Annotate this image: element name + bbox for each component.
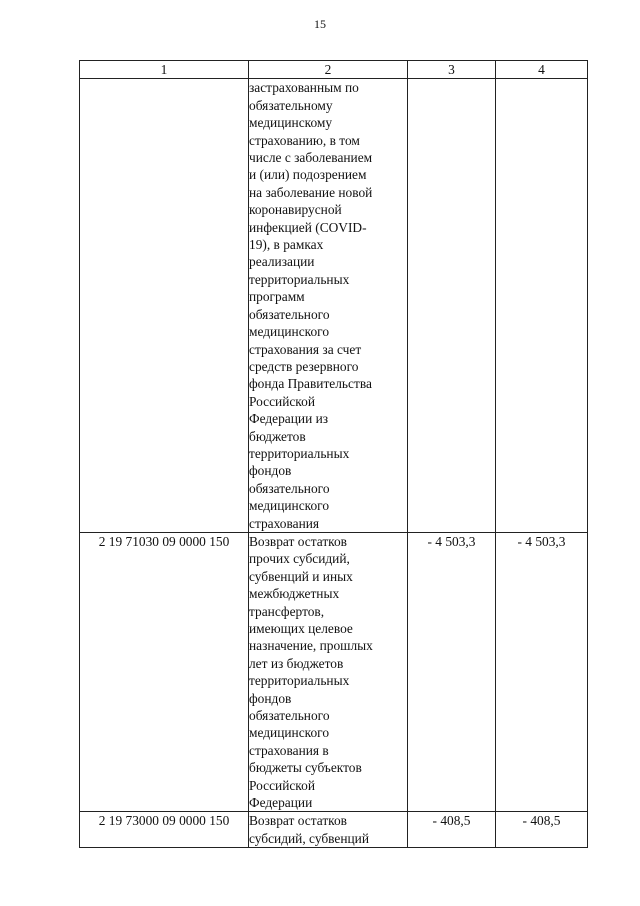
budget-table	[79, 60, 588, 848]
description-line: Федерации	[249, 795, 313, 811]
description-line: прочих субсидий,	[249, 551, 350, 567]
description-line: субвенций и иных	[249, 568, 353, 584]
description-line: застрахованным по	[249, 80, 359, 96]
header-col-2: 2	[249, 61, 408, 79]
table-row	[80, 812, 588, 848]
description-line: территориальных	[249, 271, 350, 287]
description-line: Российской	[249, 393, 315, 409]
description-line: территориальных	[249, 445, 350, 461]
description-line: субсидий, субвенций	[249, 830, 369, 846]
table-row	[80, 532, 588, 812]
description-line: межбюджетных	[249, 586, 340, 602]
description-line: числе с заболеванием	[249, 150, 373, 166]
description-line: и (или) подозрением	[249, 167, 367, 183]
amount-col4-cell: - 408,5	[496, 812, 588, 848]
description-line: инфекцией (COVID-	[249, 219, 367, 235]
description-line: фондов	[249, 463, 292, 479]
description-line: территориальных	[249, 673, 350, 689]
amount-col3-cell: - 4 503,3	[408, 532, 496, 812]
page-number: 15	[314, 17, 326, 31]
description-cell	[249, 812, 408, 848]
description-line: 19), в рамках	[249, 237, 324, 253]
description-line: Российской	[249, 777, 315, 793]
description-line: страхования за счет	[249, 341, 362, 357]
header-col-4: 4	[496, 61, 588, 79]
description-line: медицинского	[249, 324, 330, 340]
table-header-row	[80, 61, 588, 79]
description-line: Федерации из	[249, 411, 329, 427]
description-line: имеющих целевое	[249, 621, 353, 636]
description-cell	[249, 532, 408, 812]
table-row	[80, 79, 588, 533]
description-cell	[249, 79, 408, 533]
amount-col3-cell	[408, 79, 496, 533]
description-line: Возврат остатков	[249, 533, 348, 549]
amount-col3-cell: - 408,5	[408, 812, 496, 848]
description-line: фонда Правительства	[249, 376, 372, 392]
description-line: страхования в	[249, 742, 329, 758]
description-line: бюджетов	[249, 428, 306, 444]
header-col-3: 3	[408, 61, 496, 79]
description-line: фондов	[249, 690, 292, 706]
budget-code-cell	[80, 79, 249, 533]
description-line: бюджеты субъектов	[249, 760, 362, 776]
description-line: реализации	[249, 254, 315, 270]
amount-col4-cell: - 4 503,3	[496, 532, 588, 812]
description-line: на заболевание новой	[249, 184, 373, 200]
description-line: Возврат остатков	[249, 813, 348, 829]
description-line: обязательного	[249, 480, 330, 496]
description-line: обязательного	[249, 708, 330, 724]
description-line: обязательному	[249, 97, 333, 113]
description-line: медицинскому	[249, 115, 333, 131]
description-line: медицинского	[249, 725, 330, 741]
description-line: обязательного	[249, 306, 330, 322]
description-line: страхования	[249, 515, 320, 531]
description-line: трансфертов,	[249, 603, 325, 619]
description-line: средств резервного	[249, 358, 359, 374]
description-line: медицинского	[249, 498, 330, 514]
amount-col4-cell	[496, 79, 588, 533]
description-line: коронавирусной	[249, 202, 342, 218]
budget-code-cell: 2 19 71030 09 0000 150	[80, 532, 249, 812]
budget-code-cell: 2 19 73000 09 0000 150	[80, 812, 249, 848]
description-line: назначение, прошлых	[249, 638, 373, 654]
description-line: программ	[249, 289, 305, 305]
header-col-1: 1	[80, 61, 249, 79]
description-line: страхованию, в том	[249, 132, 360, 148]
description-line: лет из бюджетов	[249, 655, 344, 671]
